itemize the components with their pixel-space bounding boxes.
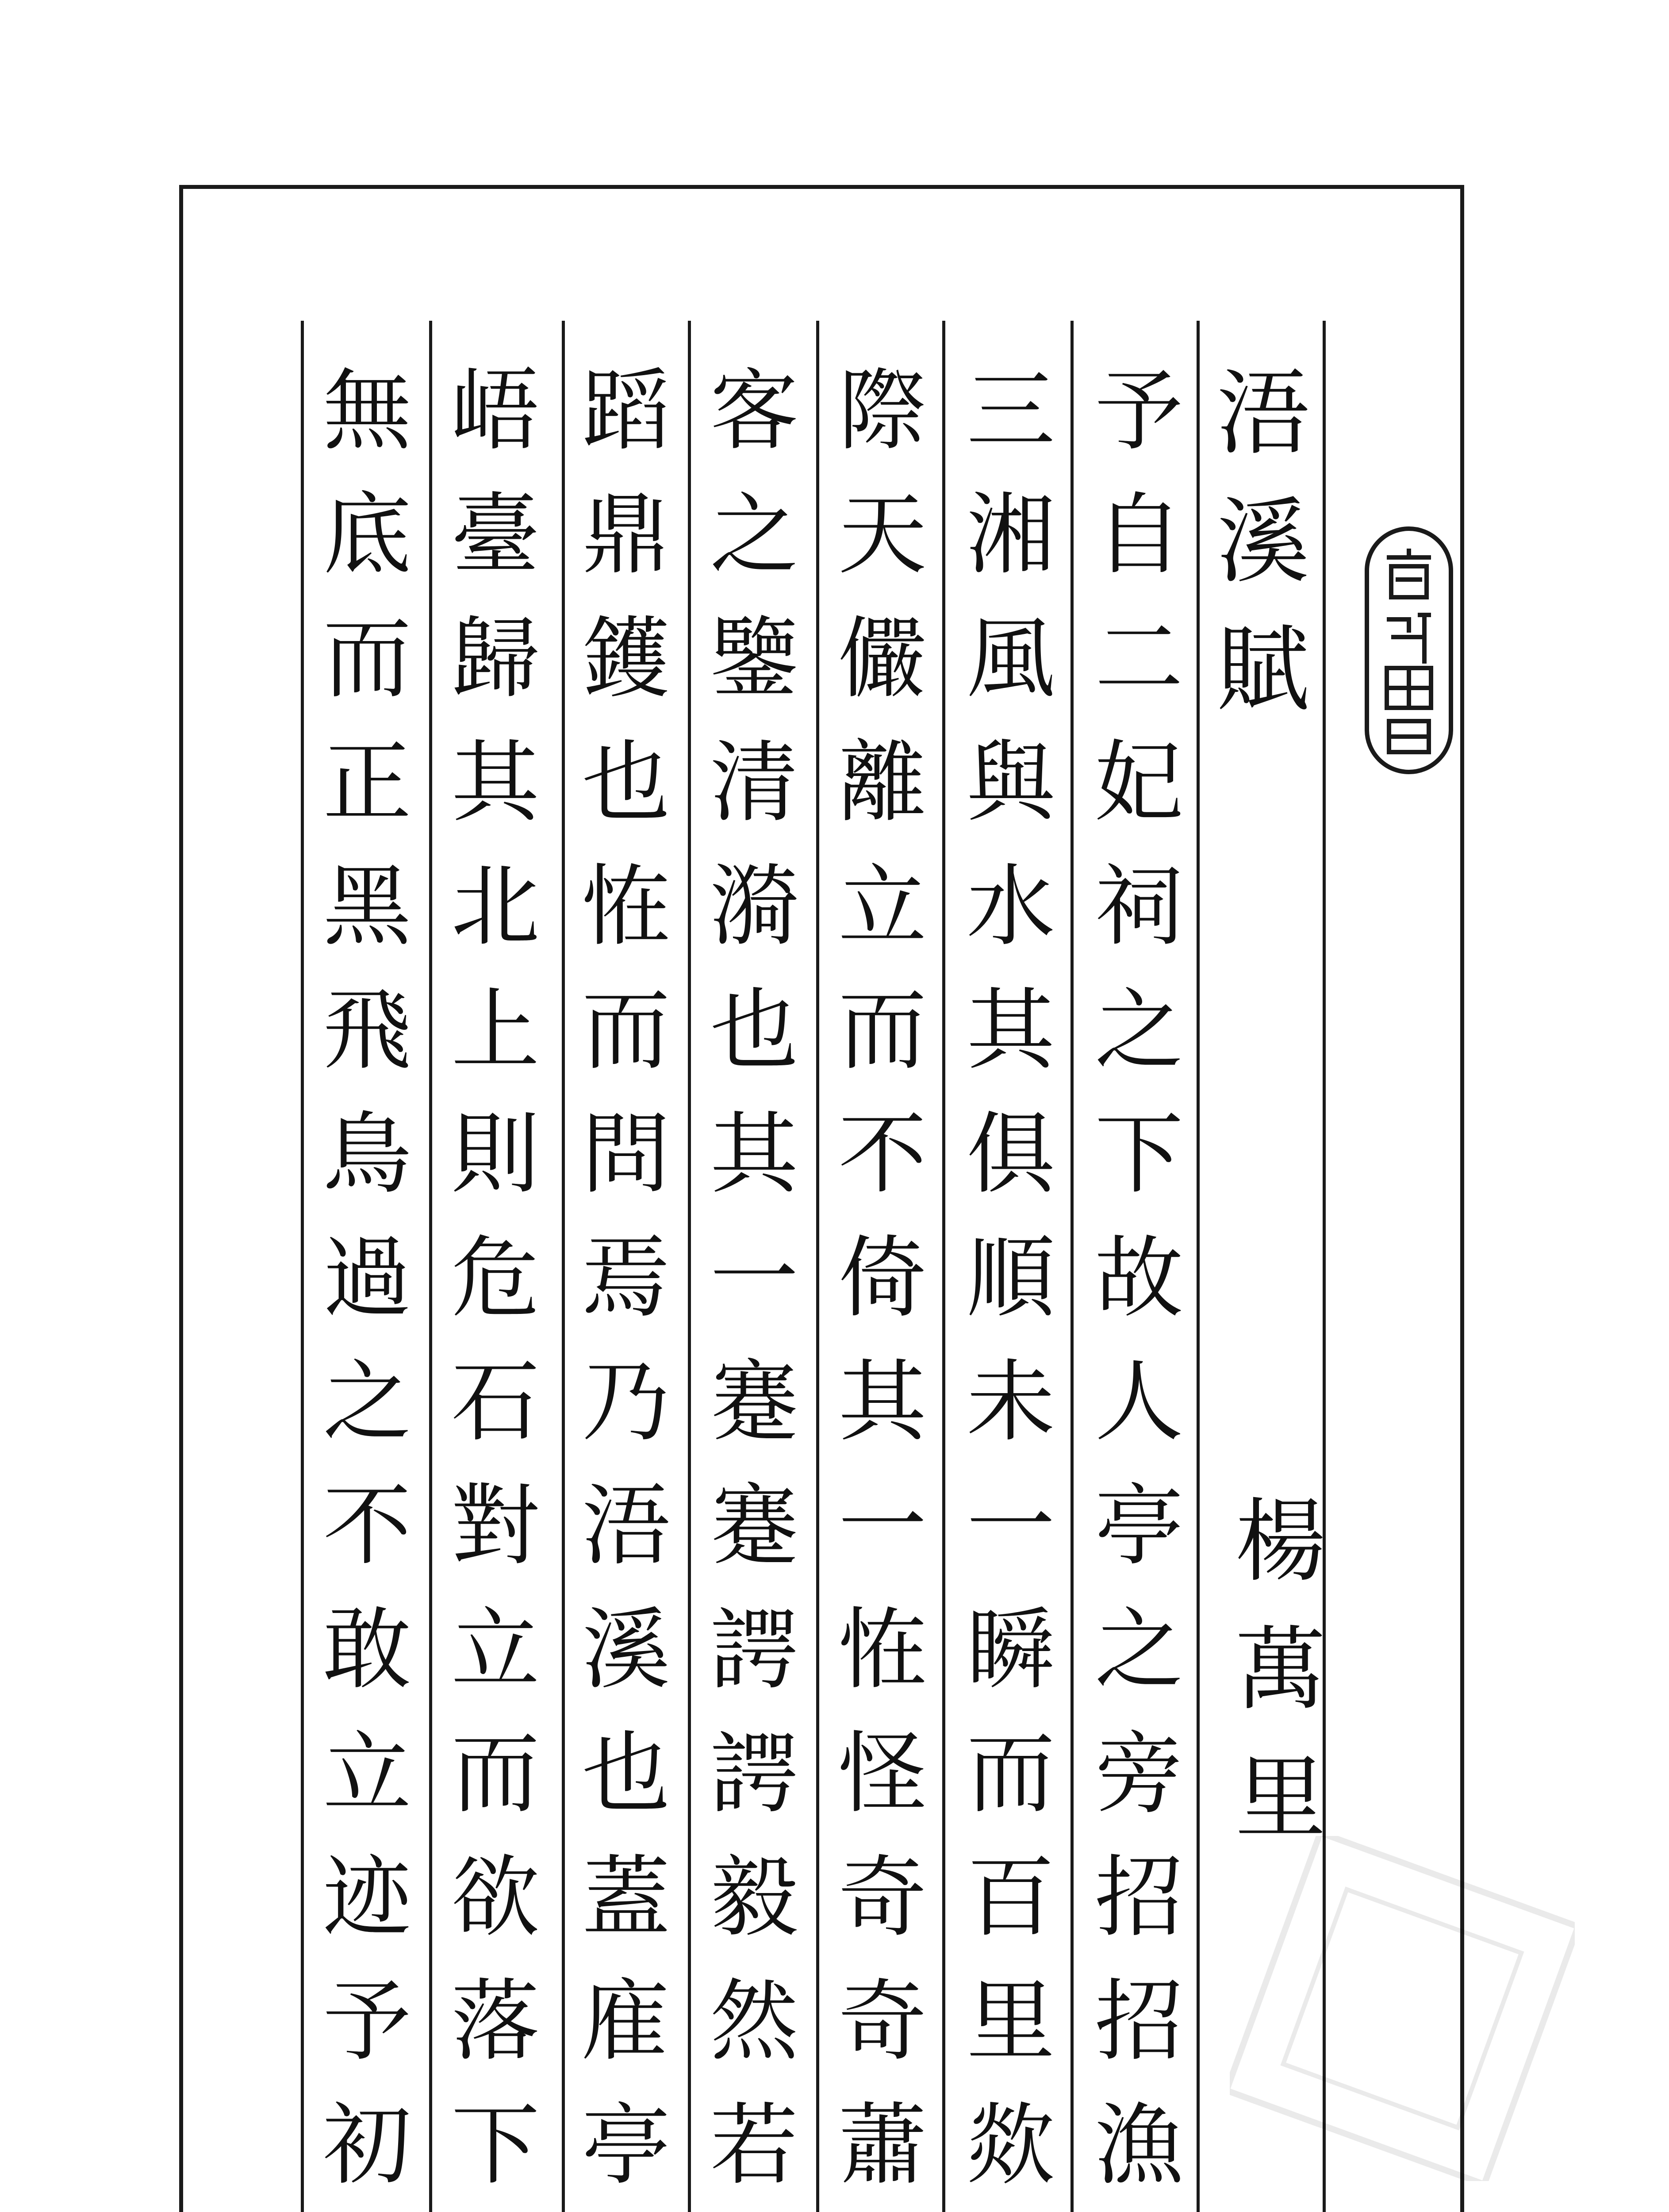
character: 旁 bbox=[1094, 1722, 1183, 1825]
character: 蹇 bbox=[710, 1351, 798, 1454]
character bbox=[838, 2208, 927, 2212]
character: 過 bbox=[322, 1227, 411, 1330]
character: 之 bbox=[710, 484, 798, 587]
character: 倚 bbox=[838, 1227, 927, 1330]
character: 欲 bbox=[451, 1846, 540, 1949]
character: 一 bbox=[838, 1475, 927, 1578]
column-rule bbox=[816, 321, 819, 2212]
character: 瞬 bbox=[966, 1598, 1055, 1701]
character: 正 bbox=[322, 731, 411, 834]
character: 其 bbox=[966, 979, 1055, 1082]
character: 危 bbox=[451, 1227, 540, 1330]
character: 峿 bbox=[451, 360, 540, 463]
character: 上 bbox=[451, 979, 540, 1082]
character: 欻 bbox=[966, 2094, 1055, 2197]
character: 其 bbox=[710, 1103, 798, 1206]
character: 二 bbox=[1094, 607, 1183, 710]
character: 溪 bbox=[581, 1598, 670, 1701]
character: 之 bbox=[322, 1351, 411, 1454]
character: 黑 bbox=[322, 855, 411, 958]
character: 離 bbox=[838, 731, 927, 834]
character: 立 bbox=[451, 1598, 540, 1701]
character: 乃 bbox=[581, 1351, 670, 1454]
character: 而 bbox=[451, 1722, 540, 1825]
character: 人 bbox=[1094, 1351, 1183, 1454]
text-column-1 bbox=[1079, 349, 1199, 2212]
character: 與 bbox=[966, 731, 1055, 834]
text-column-6 bbox=[436, 349, 555, 2212]
character: 妃 bbox=[1094, 731, 1183, 834]
author bbox=[1221, 1478, 1340, 1863]
character: 湘 bbox=[966, 484, 1055, 587]
character bbox=[582, 2208, 670, 2212]
character: 而 bbox=[838, 979, 927, 1082]
character: 奇 bbox=[838, 1846, 927, 1949]
character: 里 bbox=[1235, 1746, 1326, 1851]
character: 而 bbox=[581, 979, 670, 1082]
character: 下 bbox=[1094, 1103, 1183, 1206]
column-rule bbox=[1070, 321, 1074, 2212]
character: 其 bbox=[451, 731, 540, 834]
character: 自 bbox=[1094, 484, 1183, 587]
text-column-7 bbox=[307, 349, 427, 2212]
character: 里 bbox=[966, 1970, 1055, 2073]
text-column-5 bbox=[566, 349, 686, 2212]
character: 諤 bbox=[710, 1722, 798, 1825]
character: 三 bbox=[966, 360, 1055, 463]
character: 亭 bbox=[581, 2094, 670, 2197]
column-rule bbox=[562, 321, 565, 2212]
character: 百 bbox=[966, 1846, 1055, 1949]
character: 而 bbox=[322, 607, 411, 710]
character: 故 bbox=[1094, 1227, 1183, 1330]
character: 之 bbox=[1094, 979, 1183, 1082]
text-column-3 bbox=[823, 349, 942, 2212]
character: 俱 bbox=[966, 1103, 1055, 1206]
column-rule bbox=[429, 321, 432, 2212]
character: 也 bbox=[581, 731, 670, 834]
character: 漪 bbox=[710, 855, 798, 958]
character: 怪 bbox=[838, 1722, 927, 1825]
character: 恠 bbox=[838, 1598, 927, 1701]
character: 楊 bbox=[1235, 1489, 1326, 1594]
character: 立 bbox=[322, 1722, 411, 1825]
character: 賦 bbox=[1216, 616, 1309, 724]
character: 不 bbox=[838, 1103, 927, 1206]
character: 招 bbox=[1094, 1970, 1183, 2073]
character bbox=[1095, 2208, 1183, 2212]
character: 祠 bbox=[1094, 855, 1183, 958]
character: 敢 bbox=[322, 1598, 411, 1701]
character: 則 bbox=[451, 1103, 540, 1206]
character: 未 bbox=[966, 1351, 1055, 1454]
character: 漁 bbox=[1094, 2094, 1183, 2197]
character: 迹 bbox=[322, 1846, 411, 1949]
character: 際 bbox=[838, 360, 927, 463]
character bbox=[710, 2208, 798, 2212]
character bbox=[323, 2208, 411, 2212]
character: 恠 bbox=[581, 855, 670, 958]
character: 蓋 bbox=[581, 1846, 670, 1949]
character: 招 bbox=[1094, 1846, 1183, 1949]
character: 客 bbox=[710, 360, 798, 463]
character: 奇 bbox=[838, 1970, 927, 2073]
character: 下 bbox=[451, 2094, 540, 2197]
character: 歸 bbox=[451, 607, 540, 710]
character: 鑊 bbox=[581, 607, 670, 710]
character: 㢈 bbox=[581, 1970, 670, 2073]
character: 不 bbox=[322, 1475, 411, 1578]
character bbox=[451, 2208, 540, 2212]
seal-stamp-icon bbox=[1365, 526, 1453, 774]
character: 其 bbox=[838, 1351, 927, 1454]
character: 鼎 bbox=[581, 484, 670, 587]
text-column-2 bbox=[951, 349, 1070, 2212]
character: 若 bbox=[710, 2094, 798, 2197]
title bbox=[1203, 349, 1323, 734]
character: 然 bbox=[710, 1970, 798, 2073]
character: 石 bbox=[451, 1351, 540, 1454]
character: 順 bbox=[966, 1227, 1055, 1330]
character: 落 bbox=[451, 1970, 540, 2073]
character: 初 bbox=[322, 2094, 411, 2197]
character: 一 bbox=[966, 1475, 1055, 1578]
watermark-icon bbox=[1230, 1836, 1575, 2181]
character: 天 bbox=[838, 484, 927, 587]
character: 萬 bbox=[1235, 1617, 1326, 1723]
character: 而 bbox=[966, 1722, 1055, 1825]
character: 無 bbox=[322, 360, 411, 463]
character: 問 bbox=[581, 1103, 670, 1206]
character: 毅 bbox=[710, 1846, 798, 1949]
character: 底 bbox=[322, 484, 411, 587]
character: 北 bbox=[451, 855, 540, 958]
character: 浯 bbox=[581, 1475, 670, 1578]
character: 水 bbox=[966, 855, 1055, 958]
character: 對 bbox=[451, 1475, 540, 1578]
character: 諤 bbox=[710, 1598, 798, 1701]
character: 予 bbox=[1094, 360, 1183, 463]
character: 蕭 bbox=[838, 2094, 927, 2197]
character: 鑒 bbox=[710, 607, 798, 710]
character: 亭 bbox=[1094, 1475, 1183, 1578]
character: 風 bbox=[966, 607, 1055, 710]
character: 鳥 bbox=[322, 1103, 411, 1206]
column-rule bbox=[942, 321, 945, 2212]
character bbox=[967, 2208, 1055, 2212]
character: 蹈 bbox=[581, 360, 670, 463]
character: 也 bbox=[710, 979, 798, 1082]
character: 浯 bbox=[1216, 359, 1309, 468]
text-column-4 bbox=[694, 349, 814, 2212]
column-rule bbox=[301, 321, 304, 2212]
character: 立 bbox=[838, 855, 927, 958]
character: 臺 bbox=[451, 484, 540, 587]
character: 焉 bbox=[581, 1227, 670, 1330]
column-rule bbox=[688, 321, 691, 2212]
character: 儼 bbox=[838, 607, 927, 710]
character: 飛 bbox=[322, 979, 411, 1082]
character: 清 bbox=[710, 731, 798, 834]
character: 予 bbox=[322, 1970, 411, 2073]
character: 之 bbox=[1094, 1598, 1183, 1701]
character: 一 bbox=[710, 1227, 798, 1330]
character: 蹇 bbox=[710, 1475, 798, 1578]
character: 也 bbox=[581, 1722, 670, 1825]
character: 溪 bbox=[1216, 488, 1309, 596]
